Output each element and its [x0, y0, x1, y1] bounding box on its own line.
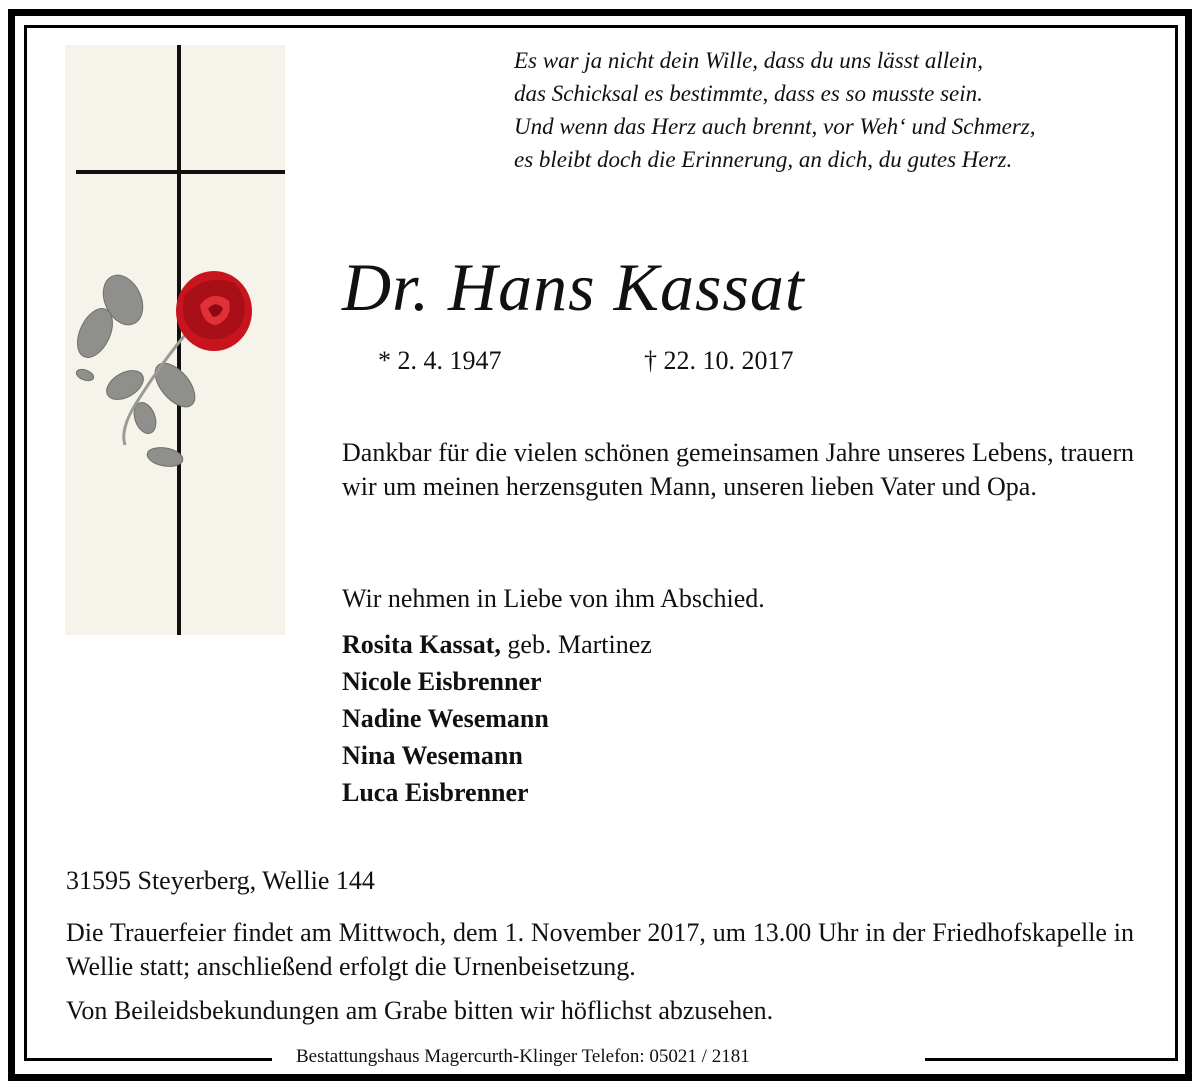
poem-line: Es war ja nicht dein Wille, dass du uns lässt allein, — [514, 48, 983, 73]
mourner-name: Rosita Kassat, — [342, 630, 501, 659]
cross-horizontal-bar — [76, 170, 285, 174]
mourner-entry — [342, 737, 652, 774]
mourner-entry — [342, 626, 652, 663]
mourners-list — [342, 626, 652, 811]
address: 31595 Steyerberg, Wellie 144 — [66, 866, 375, 895]
cross-with-rose-image — [65, 45, 285, 635]
mourner-entry — [342, 663, 652, 700]
inner-frame-bottom-right — [925, 1058, 1178, 1061]
funeral-home-footer: Bestattungshaus Magercurth-Klinger Telefon: 05021 / 2181 — [296, 1046, 750, 1067]
gratitude-text: Dankbar für die vielen schönen gemeinsamen Jahre unseres Lebens, trauern wir um meinen herzensguten Mann, unseren lieben Vater und Opa. — [342, 438, 1134, 501]
red-rose-icon — [176, 271, 252, 351]
poem-line: Und wenn das Herz auch brennt, vor Weh‘ und Schmerz, — [514, 114, 1036, 139]
poem-line: das Schicksal es bestimmte, dass es so musste sein. — [514, 81, 983, 106]
ceremony-info: Die Trauerfeier findet am Mittwoch, dem 1. November 2017, um 13.00 Uhr in der Friedhofskapelle in Wellie statt; anschließend erfolgt die Urnenbeisetzung. — [66, 918, 1134, 981]
death-date: † 22. 10. 2017 — [644, 346, 794, 375]
inner-frame-bottom-left — [24, 1058, 272, 1061]
mourner-entry — [342, 774, 652, 811]
mourner-suffix: geb. Martinez — [507, 630, 652, 659]
deceased-name: Dr. Hans Kassat — [342, 249, 805, 325]
mourner-name: Luca Eisbrenner — [342, 778, 529, 807]
birth-date: * 2. 4. 1947 — [378, 346, 502, 375]
condolence-request: Von Beileidsbekundungen am Grabe bitten wir höflichst abzusehen. — [66, 996, 774, 1025]
mourner-name: Nicole Eisbrenner — [342, 667, 542, 696]
poem-line: es bleibt doch die Erinnerung, an dich, du gutes Herz. — [514, 147, 1013, 172]
mourner-name: Nina Wesemann — [342, 741, 523, 770]
mourner-entry — [342, 700, 652, 737]
mourner-name: Nadine Wesemann — [342, 704, 549, 733]
poem — [514, 44, 1174, 176]
farewell-text: Wir nehmen in Liebe von ihm Abschied. — [342, 584, 765, 613]
